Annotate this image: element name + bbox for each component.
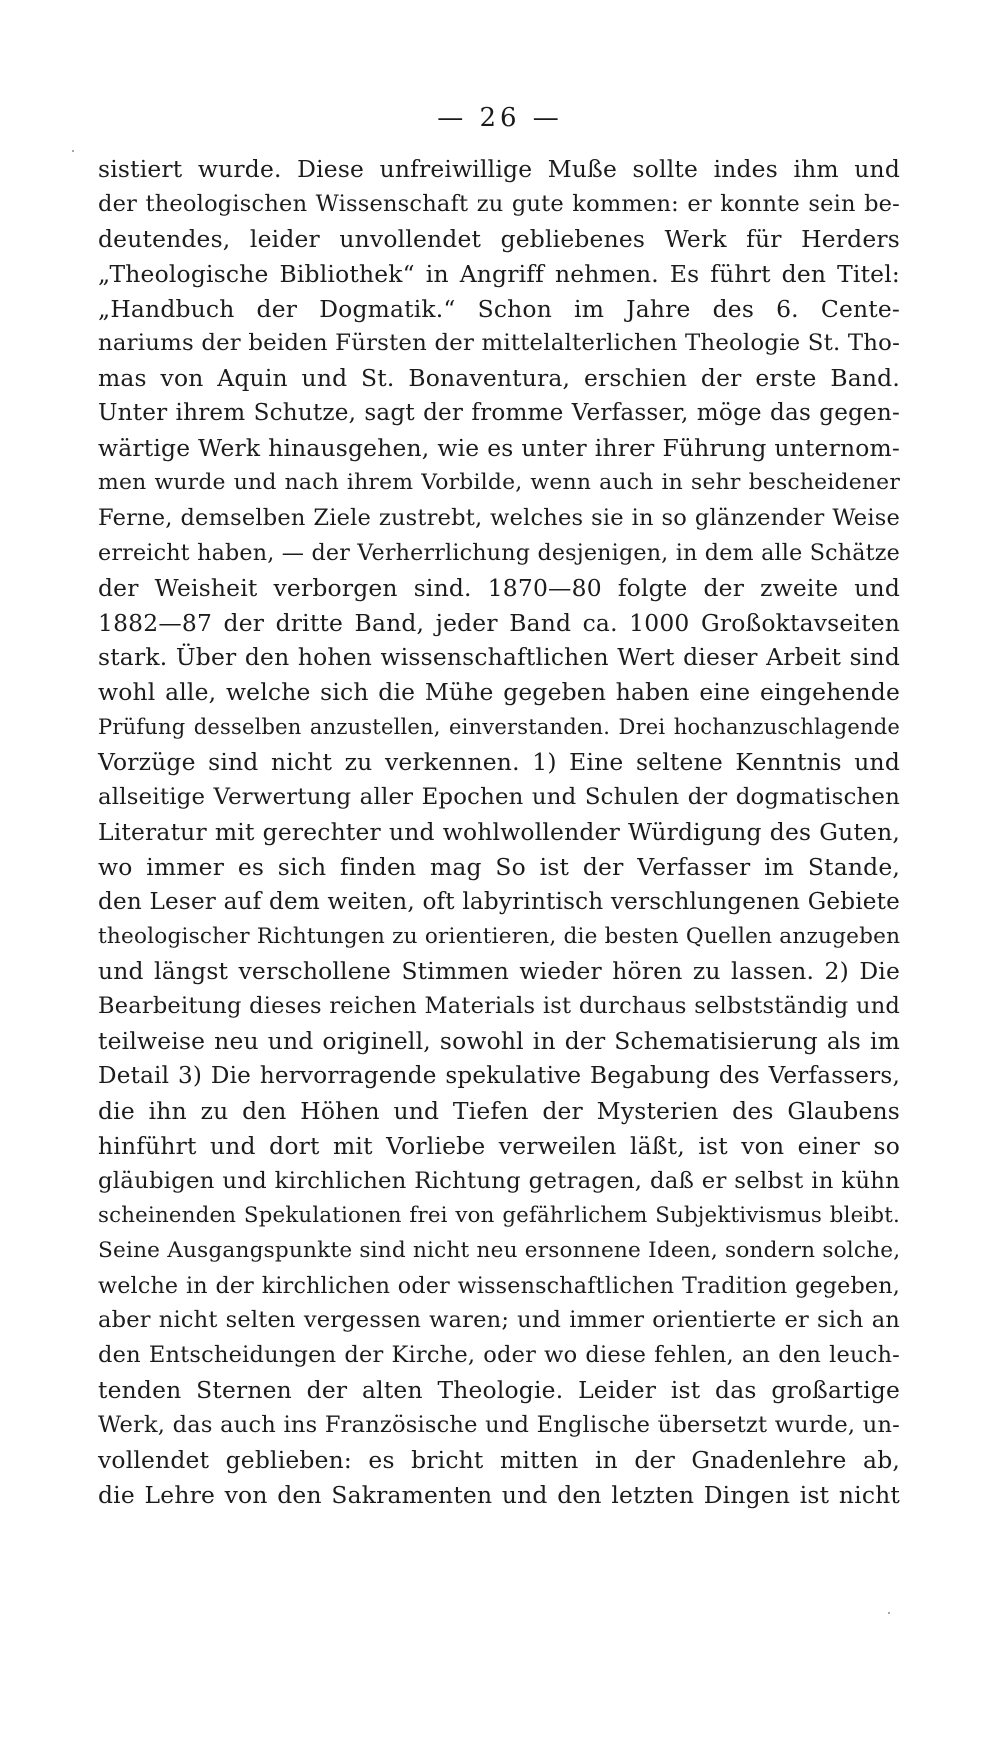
text-line: teilweise neu und originell, sowohl in der Schematisierung als im: [98, 1027, 900, 1056]
text-line: Detail 3) Die hervorragende spekulative Begabung des Verfassers,: [98, 1063, 900, 1090]
text-line: wohl alle, welche sich die Mühe gegeben haben eine eingehende: [98, 678, 900, 707]
text-line: welche in der kirchlichen oder wissenschaftlichen Tradition gegeben,: [98, 1272, 900, 1299]
text-line: „Theologische Bibliothek“ in Angriff nehmen. Es führt den Titel:: [98, 259, 900, 288]
text-line: hinführt und dort mit Vorliebe verweilen läßt, ist von einer so: [98, 1131, 900, 1160]
scan-speck: [888, 1612, 890, 1614]
text-line: stark. Über den hohen wissenschaftlichen Wert dieser Arbeit sind: [98, 643, 900, 672]
body-text: [98, 152, 900, 1513]
text-line: scheinenden Spekulationen frei von gefährlichem Subjektivismus bleibt.: [98, 1202, 900, 1228]
scan-speck: [72, 150, 74, 152]
text-line: der Weisheit verborgen sind. 1870—80 folgte der zweite und: [98, 573, 900, 602]
text-line: Ferne, demselben Ziele zustrebt, welches sie in so glänzender Weise: [98, 504, 900, 531]
text-line: und längst verschollene Stimmen wieder hören zu lassen. 2) Die: [98, 957, 900, 986]
text-line: theologischer Richtungen zu orientieren, die besten Quellen anzugeben: [98, 923, 901, 949]
text-line: deutendes, leider unvollendet gebliebenes Werk für Herders: [98, 224, 900, 253]
text-line: Unter ihrem Schutze, sagt der fromme Verfasser, möge das gegen-: [98, 400, 900, 427]
text-line: nariums der beiden Fürsten der mittelalterlichen Theologie St. Tho-: [98, 330, 900, 357]
text-line: erreicht haben, — der Verherrlichung desjenigen, in dem alle Schätze: [98, 539, 900, 566]
text-line: men wurde und nach ihrem Vorbilde, wenn auch in sehr bescheidener: [98, 470, 900, 496]
text-line: allseitige Verwertung aller Epochen und Schulen der dogmatischen: [98, 784, 900, 811]
page-number: — 26 —: [437, 103, 563, 133]
text-line: mas von Aquin und St. Bonaventura, erschien der erste Band.: [98, 364, 900, 393]
text-line: „Handbuch der Dogmatik.“ Schon im Jahre des 6. Cente-: [98, 294, 900, 323]
text-line: Vorzüge sind nicht zu verkennen. 1) Eine seltene Kenntnis und: [98, 748, 900, 777]
text-line: der theologischen Wissenschaft zu gute kommen: er konnte sein be-: [98, 190, 900, 217]
text-line: den Leser auf dem weiten, oft labyrintisch verschlungenen Gebiete: [98, 888, 900, 915]
text-line: die ihn zu den Höhen und Tiefen der Mysterien des Glaubens: [98, 1097, 900, 1126]
text-line: sistiert wurde. Diese unfreiwillige Muße sollte indes ihm und: [98, 155, 900, 183]
text-line: wärtige Werk hinausgehen, wie es unter ihrer Führung unternom-: [98, 434, 900, 463]
text-line: Prüfung desselben anzustellen, einverstanden. Drei hochanzuschlagende: [98, 715, 900, 740]
text-line: tenden Sternen der alten Theologie. Leider ist das großartige: [98, 1376, 900, 1405]
text-line: Seine Ausgangspunkte sind nicht neu ersonnene Ideen, sondern solche,: [98, 1237, 901, 1263]
text-line: den Entscheidungen der Kirche, oder wo diese fehlen, an den leuch-: [98, 1342, 900, 1369]
text-line: 1882—87 der dritte Band, jeder Band ca. 1000 Großoktavseiten: [98, 608, 900, 637]
text-line: Literatur mit gerechter und wohlwollender Würdigung des Guten,: [98, 817, 900, 846]
text-line: Bearbeitung dieses reichen Materials ist durchaus selbstständig und: [98, 993, 900, 1020]
text-line: wo immer es sich finden mag So ist der Verfasser im Stande,: [98, 852, 900, 881]
text-line: aber nicht selten vergessen waren; und immer orientierte er sich an: [98, 1307, 900, 1334]
text-line: die Lehre von den Sakramenten und den letzten Dingen ist nicht: [98, 1480, 900, 1509]
text-line: vollendet geblieben: es bricht mitten in der Gnadenlehre ab,: [98, 1445, 900, 1474]
text-line: Werk, das auch ins Französische und Englische übersetzt wurde, un-: [98, 1412, 900, 1439]
text-line: gläubigen und kirchlichen Richtung getragen, daß er selbst in kühn: [98, 1167, 900, 1194]
